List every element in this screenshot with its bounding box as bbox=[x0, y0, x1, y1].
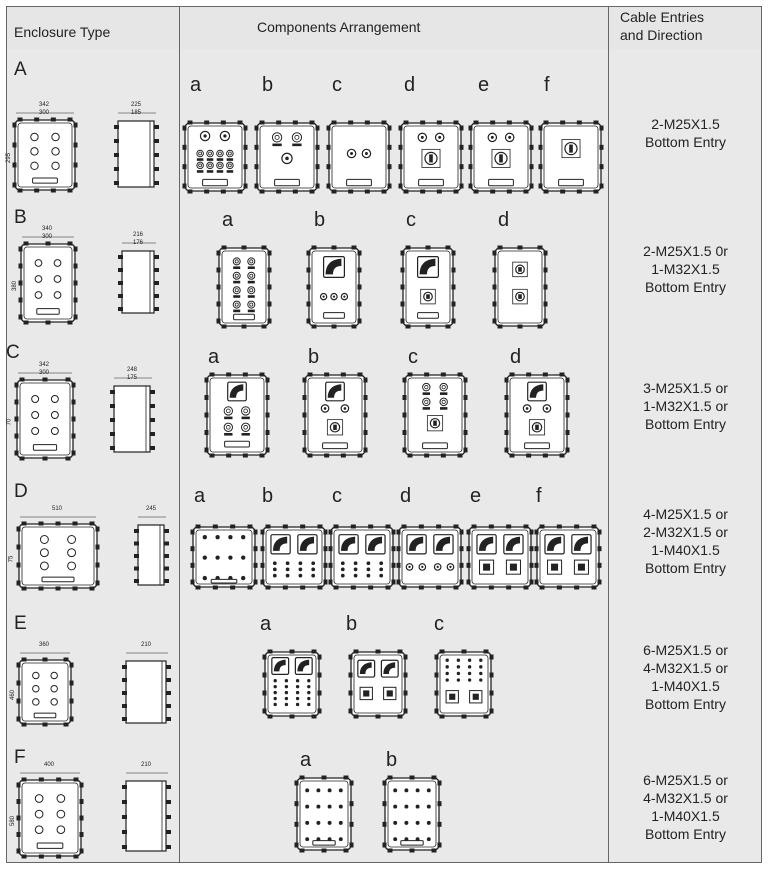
header-cable-line2: and Direction bbox=[620, 27, 703, 43]
dimension-label: 75 bbox=[8, 555, 15, 563]
cable-line: 1-M32X1.5 or bbox=[643, 398, 728, 414]
component-drawing-a-b bbox=[256, 122, 318, 192]
dimension-label: 210 bbox=[141, 762, 152, 768]
enclosure-side-view-c bbox=[110, 384, 156, 454]
component-drawing-c-b bbox=[304, 374, 366, 456]
component-letter-b: b bbox=[308, 346, 320, 368]
cable-line: 2-M25X1.5 0r bbox=[643, 243, 728, 259]
component-letter-a: a bbox=[208, 346, 220, 368]
component-letter-b: b bbox=[386, 749, 398, 771]
dimension-label: 176 bbox=[133, 240, 144, 246]
component-drawing-e-b bbox=[350, 651, 406, 717]
enclosure-front-view-f bbox=[18, 779, 82, 857]
component-letter-d: d bbox=[510, 346, 522, 368]
component-letter-a: a bbox=[194, 485, 206, 507]
cable-line: 4-M32X1.5 or bbox=[643, 790, 728, 806]
component-letter-f: f bbox=[544, 74, 550, 96]
cable-line: Bottom Entry bbox=[645, 696, 726, 712]
header-cable-line1: Cable Entries bbox=[620, 9, 705, 25]
dimension-label: 225 bbox=[131, 102, 142, 108]
component-drawing-b-b bbox=[308, 247, 360, 327]
dimension-label: 340 bbox=[42, 226, 53, 232]
cable-line: 2-M32X1.5 or bbox=[643, 524, 728, 540]
component-drawing-b-c bbox=[402, 247, 454, 327]
dimension-label: 460 bbox=[10, 689, 17, 701]
component-drawing-e-a bbox=[264, 651, 320, 717]
component-letter-b: b bbox=[314, 209, 326, 231]
component-drawing-d-f bbox=[536, 526, 600, 588]
row-label: B bbox=[14, 207, 27, 228]
cable-line: Bottom Entry bbox=[645, 416, 726, 432]
component-letter-c: c bbox=[332, 74, 342, 96]
cable-line: 1-M32X1.5 bbox=[651, 261, 720, 277]
dimension-label: 70 bbox=[6, 418, 13, 426]
cable-line: 2-M25X1.5 bbox=[651, 116, 720, 132]
cable-line: 4-M25X1.5 or bbox=[643, 506, 728, 522]
component-drawing-a-a bbox=[184, 122, 246, 192]
enclosure-side-view-d bbox=[134, 523, 170, 587]
dimension-label: 248 bbox=[127, 367, 138, 373]
dimension-label: 360 bbox=[39, 642, 50, 648]
component-letter-d: d bbox=[498, 209, 510, 231]
enclosure-front-view-b bbox=[20, 243, 76, 323]
enclosure-side-view-e bbox=[122, 659, 172, 725]
enclosure-front-view-e bbox=[18, 659, 72, 725]
row-label: D bbox=[14, 481, 28, 502]
component-drawing-d-b bbox=[262, 526, 326, 588]
component-letter-b: b bbox=[262, 74, 274, 96]
component-drawing-d-e bbox=[468, 526, 532, 588]
cable-line: 6-M25X1.5 or bbox=[643, 772, 728, 788]
component-drawing-b-a bbox=[218, 247, 270, 327]
dimension-label: 216 bbox=[133, 232, 144, 238]
header-components: Components Arrangement bbox=[257, 19, 421, 35]
dimension-label: 342 bbox=[39, 102, 50, 108]
dimension-label: 580 bbox=[10, 815, 17, 827]
dimension-label: 510 bbox=[52, 506, 63, 512]
component-letter-c: c bbox=[434, 613, 444, 635]
row-label: F bbox=[14, 747, 26, 768]
component-letter-a: a bbox=[190, 74, 202, 96]
cable-line: Bottom Entry bbox=[645, 560, 726, 576]
cable-line: 1-M40X1.5 bbox=[651, 678, 720, 694]
cable-line: 1-M40X1.5 bbox=[651, 542, 720, 558]
cable-line: Bottom Entry bbox=[645, 134, 726, 150]
component-drawing-a-f bbox=[540, 122, 602, 192]
component-drawing-e-c bbox=[436, 651, 492, 717]
dimension-label: 245 bbox=[146, 506, 157, 512]
dimension-label: 300 bbox=[42, 234, 53, 240]
component-letter-a: a bbox=[300, 749, 312, 771]
component-letter-d: d bbox=[400, 485, 412, 507]
component-letter-c: c bbox=[406, 209, 416, 231]
component-letter-c: c bbox=[332, 485, 342, 507]
row-label: A bbox=[14, 59, 27, 80]
component-letter-f: f bbox=[536, 485, 542, 507]
dimension-label: 342 bbox=[39, 362, 50, 368]
enclosure-front-view-d bbox=[18, 523, 98, 589]
component-drawing-b-d bbox=[494, 247, 546, 327]
cable-line: 6-M25X1.5 or bbox=[643, 642, 728, 658]
enclosure-side-view-f bbox=[122, 779, 172, 853]
component-drawing-a-d bbox=[400, 122, 462, 192]
cable-line: Bottom Entry bbox=[645, 826, 726, 842]
component-drawing-f-b bbox=[384, 777, 440, 851]
enclosure-front-view-a bbox=[14, 119, 76, 191]
component-letter-e: e bbox=[470, 485, 482, 507]
component-letter-b: b bbox=[262, 485, 274, 507]
component-drawing-f-a bbox=[296, 777, 352, 851]
dimension-label: 295 bbox=[6, 152, 13, 164]
component-drawing-d-d bbox=[398, 526, 462, 588]
dimension-label: 185 bbox=[131, 110, 142, 116]
component-letter-a: a bbox=[222, 209, 234, 231]
header-enclosure-type: Enclosure Type bbox=[14, 24, 111, 40]
enclosure-side-view-a bbox=[114, 119, 160, 189]
component-drawing-a-c bbox=[328, 122, 390, 192]
dimension-label: 380 bbox=[12, 280, 19, 292]
component-drawing-a-e bbox=[470, 122, 532, 192]
cable-line: Bottom Entry bbox=[645, 279, 726, 295]
enclosure-table bbox=[6, 6, 762, 863]
enclosure-front-view-c bbox=[16, 379, 74, 459]
component-letter-e: e bbox=[478, 74, 490, 96]
component-drawing-c-a bbox=[206, 374, 268, 456]
enclosure-side-view-b bbox=[118, 249, 160, 315]
dimension-label: 400 bbox=[44, 762, 55, 768]
component-drawing-d-c bbox=[330, 526, 394, 588]
component-drawing-c-c bbox=[404, 374, 466, 456]
row-label: C bbox=[6, 342, 20, 363]
drawing-layer bbox=[6, 6, 762, 863]
dimension-label: 210 bbox=[141, 642, 152, 648]
component-letter-b: b bbox=[346, 613, 358, 635]
dimension-label: 175 bbox=[127, 375, 138, 381]
component-drawing-d-a bbox=[192, 526, 256, 588]
component-drawing-c-d bbox=[506, 374, 568, 456]
cable-line: 4-M32X1.5 or bbox=[643, 660, 728, 676]
row-label: E bbox=[14, 613, 27, 634]
cable-line: 3-M25X1.5 or bbox=[643, 380, 728, 396]
component-letter-c: c bbox=[408, 346, 418, 368]
cable-line: 1-M40X1.5 bbox=[651, 808, 720, 824]
dimension-label: 300 bbox=[39, 370, 50, 376]
component-letter-a: a bbox=[260, 613, 272, 635]
component-letter-d: d bbox=[404, 74, 416, 96]
dimension-label: 300 bbox=[39, 110, 50, 116]
